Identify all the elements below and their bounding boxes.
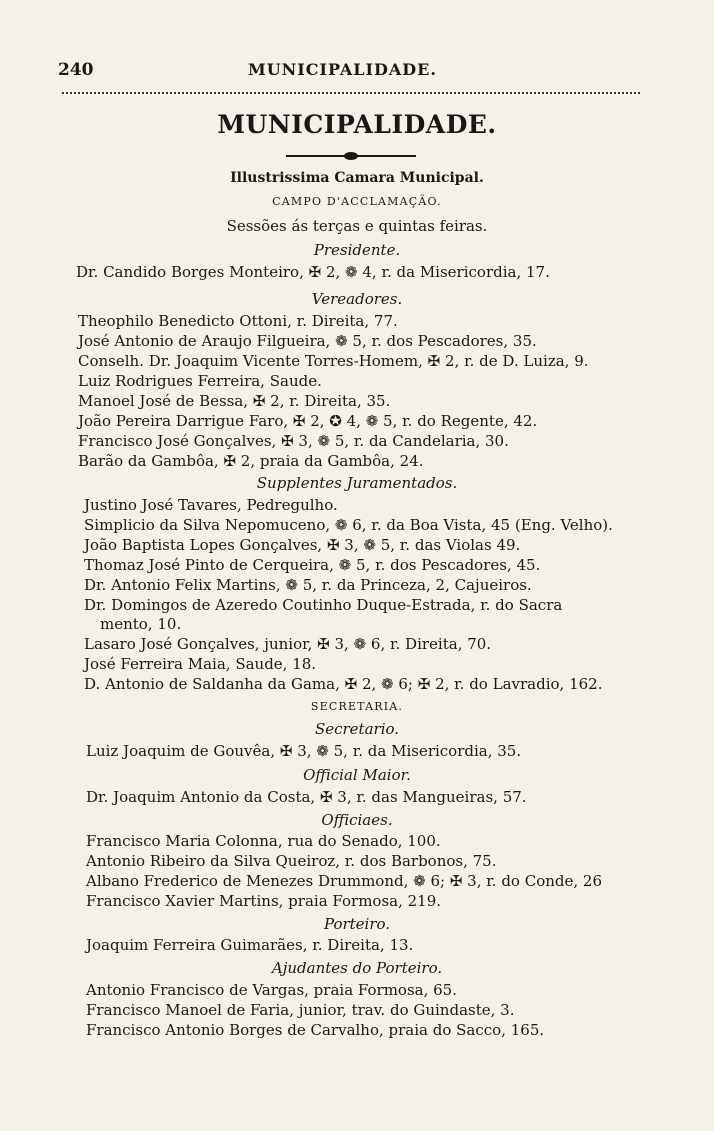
vereador-entry: Manoel José de Bessa, ✠ 2, r. Direita, 35. <box>78 392 391 410</box>
heading-officiaes: Officiaes. <box>321 811 393 829</box>
heading-secretario: Secretario. <box>314 720 400 738</box>
ornament-divider <box>286 152 416 160</box>
supplente-entry: Lasaro José Gonçalves, junior, ✠ 3, ❁ 6, r. Direita, 70. <box>84 635 492 653</box>
supplente-entry-continued: mento, 10. <box>100 615 182 633</box>
heading-secretaria: SECRETARIA. <box>310 700 404 713</box>
location: CAMPO D'ACCLAMAÇÃO. <box>272 195 442 208</box>
supplente-entry: Thomaz José Pinto de Cerqueira, ❁ 5, r. dos Pescadores, 45. <box>84 556 541 574</box>
supplente-entry: José Ferreira Maia, Saude, 18. <box>84 655 317 673</box>
vereador-entry: João Pereira Darrigue Faro, ✠ 2, ✪ 4, ❁ 5, r. do Regente, 42. <box>78 412 538 430</box>
official-entry: Francisco Xavier Martins, praia Formosa, 219. <box>86 892 442 910</box>
ajudante-entry: Francisco Antonio Borges de Carvalho, praia do Sacco, 165. <box>86 1021 545 1039</box>
vereador-entry: José Antonio de Araujo Filgueira, ❁ 5, r. dos Pescadores, 35. <box>78 332 537 350</box>
supplente-entry: Dr. Domingos de Azeredo Coutinho Duque-Estrada, r. do Sacra <box>84 596 563 614</box>
vereador-entry: Luiz Rodrigues Ferreira, Saude. <box>78 372 322 390</box>
page-number: 240 <box>58 60 94 80</box>
ornament-center <box>344 152 358 160</box>
supplente-entry: Dr. Antonio Felix Martins, ❁ 5, r. da Princeza, 2, Cajueiros. <box>84 576 532 594</box>
vereador-entry: Conselh. Dr. Joaquim Vicente Torres-Homem, ✠ 2, r. de D. Luiza, 9. <box>78 352 589 370</box>
supplente-entry: Justino José Tavares, Pedregulho. <box>84 496 338 514</box>
heading-presidente: Presidente. <box>313 241 401 259</box>
presidente-entry: Dr. Candido Borges Monteiro, ✠ 2, ❁ 4, r. da Misericordia, 17. <box>76 263 550 281</box>
heading-vereadores: Vereadores. <box>311 290 403 308</box>
official-entry: Antonio Ribeiro da Silva Queiroz, r. dos Barbonos, 75. <box>86 852 497 870</box>
heading-ajudantes: Ajudantes do Porteiro. <box>271 959 443 977</box>
ajudante-entry: Antonio Francisco de Vargas, praia Formosa, 65. <box>86 981 457 999</box>
running-title: MUNICIPALIDADE. <box>248 60 437 79</box>
supplente-entry: João Baptista Lopes Gonçalves, ✠ 3, ❁ 5, r. das Violas 49. <box>84 536 521 554</box>
official-maior-entry: Dr. Joaquim Antonio da Costa, ✠ 3, r. das Mangueiras, 57. <box>86 788 527 806</box>
ajudante-entry: Francisco Manoel de Faria, junior, trav. do Guindaste, 3. <box>86 1001 515 1019</box>
supplente-entry: D. Antonio de Saldanha da Gama, ✠ 2, ❁ 6; ✠ 2, r. do Lavradio, 162. <box>84 675 603 693</box>
heading-porteiro: Porteiro. <box>323 915 391 933</box>
vereador-entry: Theophilo Benedicto Ottoni, r. Direita, 77. <box>78 312 398 330</box>
porteiro-entry: Joaquim Ferreira Guimarães, r. Direita, 13. <box>86 936 414 954</box>
running-header <box>58 60 644 82</box>
heading-official-maior: Official Maior. <box>303 766 411 784</box>
secretario-entry: Luiz Joaquim de Gouvêa, ✠ 3, ❁ 5, r. da Misericordia, 35. <box>86 742 522 760</box>
page-title: MUNICIPALIDADE. <box>217 110 497 139</box>
vereador-entry: Francisco José Gonçalves, ✠ 3, ❁ 5, r. da Candelaria, 30. <box>78 432 509 450</box>
sessions-text: Sessões ás terças e quintas feiras. <box>226 217 488 235</box>
header-rule <box>62 92 640 94</box>
vereador-entry: Barão da Gambôa, ✠ 2, praia da Gambôa, 24. <box>78 452 424 470</box>
supplente-entry: Simplicio da Silva Nepomuceno, ❁ 6, r. da Boa Vista, 45 (Eng. Velho). <box>84 516 613 534</box>
subtitle: Illustrissima Camara Municipal. <box>230 170 484 186</box>
official-entry: Albano Frederico de Menezes Drummond, ❁ 6; ✠ 3, r. do Conde, 26 <box>86 872 602 890</box>
heading-supplentes: Supplentes Juramentados. <box>256 474 458 492</box>
official-entry: Francisco Maria Colonna, rua do Senado, 100. <box>86 832 441 850</box>
